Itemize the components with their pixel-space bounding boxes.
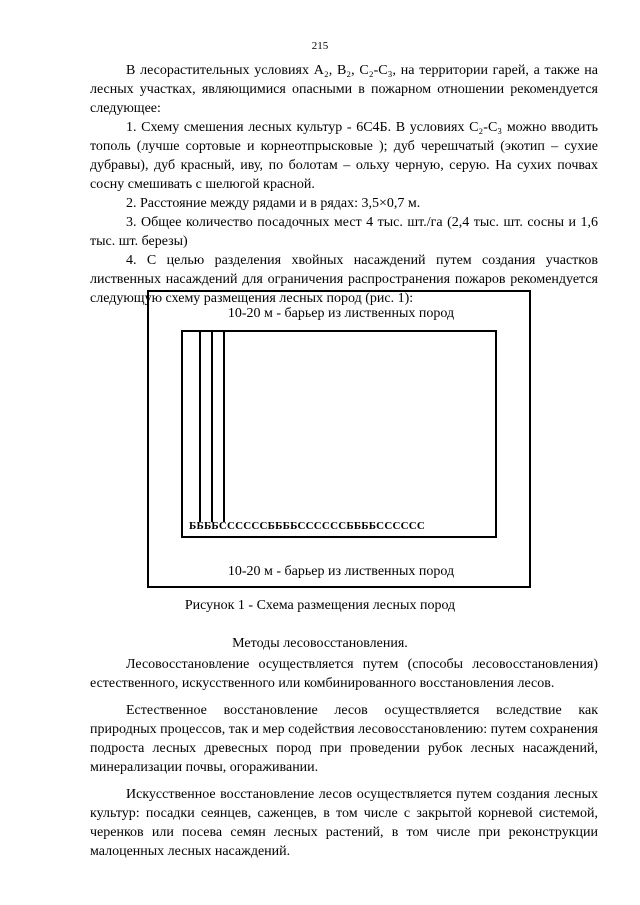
barrier-label-bottom: 10-20 м - барьер из лиственных пород — [227, 564, 455, 579]
paragraph: 1. Схему смешения лесных культур - 6С4Б. В условиях C₂-C₃ можно вводить тополь (лучше сортовые и корнеотпрысковые ); дуб черешчатый (экотип – сухие дубравы), дуб красный, иву, по болотам – ольху черную, серую. На сухих почвах сосну смешивать с шелюгой красной. — [90, 120, 598, 192]
planting-row-line — [199, 332, 201, 522]
page-number: 215 — [311, 40, 329, 52]
paragraph: Лесовосстановление осуществляется путем (способы лесовосстановления) естественного, искусственного или комбинированного восстановления лесов. — [90, 657, 598, 691]
section-title: Методы лесовосстановления. — [232, 636, 408, 651]
paragraph: Естественное восстановление лесов осуществляется вследствие как природных процессов, так и мер содействия лесовосстановлению: путем сохранения подроста лесных древесных пород при проведении рубок лесных насаждений, минерализации почвы, огораживании. — [90, 703, 598, 775]
figure-outer-box — [147, 290, 531, 588]
paragraph: 3. Общее количество посадочных мест 4 тыс. шт./га (2,4 тыс. шт. сосны и 1,6 тыс. шт. березы) — [90, 215, 598, 249]
intro-text — [90, 61, 598, 308]
figure-inner-box — [181, 330, 497, 538]
planting-row-line — [223, 332, 225, 522]
paragraph: В лесорастительных условиях A₂, B₂, C₂-C₃, на территории гарей, а также на лесных участках, являющимися опасными в пожарном отношении рекомендуется следующее: — [90, 63, 598, 116]
paragraph: 2. Расстояние между рядами и в рядах: 3,5×0,7 м. — [126, 196, 421, 211]
barrier-label-top: 10-20 м - барьер из лиственных пород — [227, 306, 455, 321]
section-text — [90, 655, 598, 861]
species-row-label: ББББСССССCББББСССССCББББСССССC — [189, 520, 426, 532]
planting-row-line — [211, 332, 213, 522]
figure-caption: Рисунок 1 - Схема размещения лесных пород — [184, 598, 456, 613]
paragraph: Искусственное восстановление лесов осуществляется путем создания лесных культур: посадки сеянцев, саженцев, в том числе с закрытой корневой системой, черенков или посева семян лесных растений, в том числе при реконструкции малоценных лесных насаждений. — [90, 787, 598, 859]
paragraph: 4. С целью разделения хвойных насаждений путем создания участков лиственных насаждений для ограничения распространения пожаров рекомендуется следующую схему размещения лесных пород (рис. 1): — [90, 253, 598, 306]
